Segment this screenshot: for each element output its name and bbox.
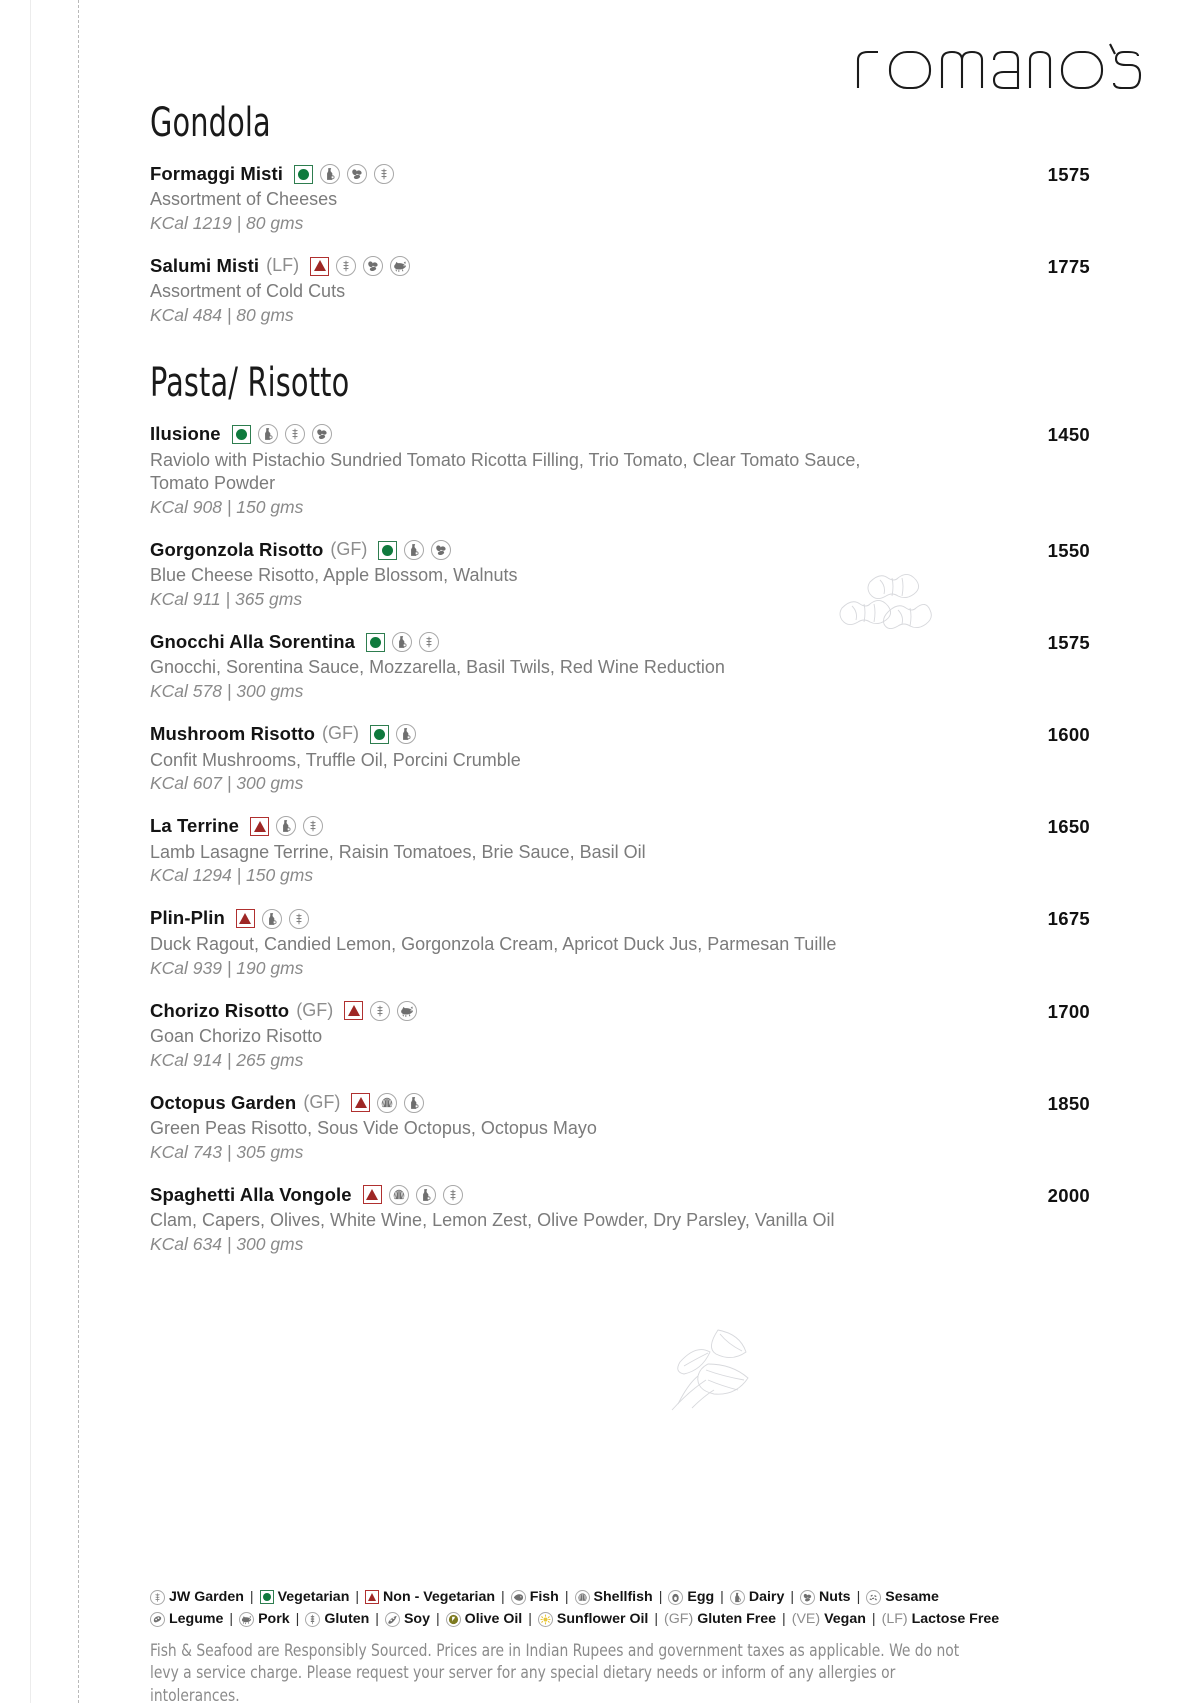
legend-separator: |	[375, 1611, 379, 1628]
menu-item-price: 1575	[1047, 632, 1090, 654]
menu-item-icons	[310, 256, 410, 276]
legend-label: Vegan	[824, 1611, 866, 1628]
jw-garden-icon	[419, 632, 439, 652]
menu-item-headline	[150, 1001, 1090, 1021]
menu-item-headline	[150, 632, 1090, 652]
non-vegetarian-mark-icon	[351, 1093, 370, 1112]
menu-item-icons	[294, 164, 394, 184]
menu-item-name: Spaghetti Alla Vongole	[150, 1183, 352, 1205]
dairy-icon	[730, 1590, 745, 1605]
section-title: Gondola	[150, 100, 271, 146]
non-vegetarian-mark-icon	[236, 909, 255, 928]
menu-item-name: Gorgonzola Risotto	[150, 539, 324, 561]
legend-label: Legume	[169, 1611, 224, 1628]
menu-item-name: Salumi Misti	[150, 255, 260, 277]
trim-edge-line	[30, 0, 31, 1703]
jw-garden-icon	[370, 1001, 390, 1021]
menu-item-headline	[150, 816, 1090, 836]
menu-item-icons	[351, 1093, 424, 1113]
menu-item[interactable]	[150, 1001, 1090, 1071]
menu-item-description: Clam, Capers, Olives, White Wine, Lemon Zest, Olive Powder, Dry Parsley, Vanilla Oil	[150, 1210, 835, 1231]
legend-item	[792, 1608, 866, 1630]
legend-label: Nuts	[819, 1589, 851, 1605]
legend-separator: |	[528, 1611, 532, 1628]
nuts-icon	[431, 540, 451, 560]
menu-item-description: Confit Mushrooms, Truffle Oil, Porcini Crumble	[150, 749, 521, 770]
menu-item-name: Mushroom Risotto	[150, 723, 316, 745]
menu-item-description: Blue Cheese Risotto, Apple Blossom, Walnuts	[150, 565, 518, 586]
menu-item-nutrition: KCal 908 | 150 gms	[150, 497, 304, 518]
legume-icon	[150, 1612, 165, 1627]
legend-separator: |	[564, 1589, 569, 1605]
vegetarian-mark-icon	[370, 725, 389, 744]
menu-item-icons	[363, 1185, 463, 1205]
legend-label: Soy	[403, 1611, 430, 1628]
menu-item[interactable]	[150, 1093, 1090, 1163]
legend-separator: |	[501, 1589, 505, 1605]
dairy-icon	[392, 632, 412, 652]
menu-item-icons	[232, 424, 332, 444]
vegetarian-mark-icon	[232, 425, 251, 444]
legend-item	[365, 1586, 495, 1608]
menu-item-name: La Terrine	[150, 815, 240, 837]
legend-separator: |	[295, 1611, 300, 1628]
legend-item	[730, 1586, 785, 1608]
olive-oil-icon	[446, 1612, 461, 1627]
menu-item-tag: (GF)	[330, 539, 368, 560]
section-title: Pasta/ Risotto	[150, 360, 350, 407]
menu-item-price: 1850	[1047, 1092, 1090, 1114]
menu-item-headline	[150, 256, 1090, 276]
menu-item-icons	[366, 632, 439, 652]
shellfish-icon	[575, 1590, 590, 1605]
brand-logo	[852, 38, 1142, 96]
legend-item	[239, 1608, 290, 1630]
egg-icon	[668, 1590, 683, 1605]
legend-item	[150, 1586, 244, 1608]
pork-icon	[397, 1001, 417, 1021]
menu-item-headline	[150, 908, 1090, 928]
dairy-icon	[276, 816, 296, 836]
legend-label: Sesame	[885, 1589, 939, 1605]
legend-label: Fish	[529, 1589, 559, 1605]
legend-label: Shellfish	[593, 1589, 653, 1605]
menu-footer	[150, 1586, 1050, 1703]
menu-item[interactable]	[150, 816, 1090, 886]
menu-item-price: 1700	[1047, 1000, 1090, 1022]
legend-item	[800, 1586, 851, 1608]
disclaimer-text: Fish & Seafood are Responsibly Sourced. Prices are in Indian Rupees and government taxes as applicable. We do not levy a service charge. Please request your server for any special dietary needs or inform of any allergies or intolerances.	[150, 1640, 960, 1703]
menu-item-headline	[150, 164, 1090, 184]
legend-label: Vegetarian	[277, 1589, 350, 1605]
menu-item-headline	[150, 724, 1090, 744]
nuts-icon	[363, 256, 383, 276]
legend-row-2	[150, 1608, 1050, 1630]
menu-item-name: Octopus Garden	[150, 1091, 297, 1113]
jw-garden-icon	[289, 909, 309, 929]
menu-item[interactable]	[150, 424, 1090, 518]
legend-label: Olive Oil	[464, 1611, 523, 1628]
legend-item	[260, 1586, 350, 1608]
menu-item-description: Duck Ragout, Candied Lemon, Gorgonzola Cream, Apricot Duck Jus, Parmesan Tuille	[150, 933, 837, 954]
menu-item-nutrition: KCal 607 | 300 gms	[150, 773, 304, 794]
jw-garden-icon	[336, 256, 356, 276]
menu-item-price: 1775	[1047, 256, 1090, 278]
menu-item-description: Lamb Lasagne Terrine, Raisin Tomatoes, Brie Sauce, Basil Oil	[150, 841, 646, 862]
legend-separator: |	[435, 1611, 440, 1628]
menu-item[interactable]	[150, 1185, 1090, 1255]
menu-item-price: 1650	[1047, 816, 1090, 838]
legend-item	[385, 1608, 430, 1630]
menu-item-tag: (LF)	[266, 255, 300, 276]
legend-separator: |	[249, 1589, 254, 1605]
menu-item-name: Gnocchi Alla Sorentina	[150, 631, 356, 653]
legend-label: Dairy	[748, 1589, 785, 1605]
menu-item-headline	[150, 1185, 1090, 1205]
nuts-icon	[312, 424, 332, 444]
menu-item-tag: (GF)	[296, 999, 334, 1020]
legend-item	[538, 1608, 648, 1630]
trim-dashed-line	[78, 0, 79, 1703]
non-vegetarian-mark-icon	[344, 1001, 363, 1020]
legend-code: (VE)	[791, 1611, 821, 1628]
legend-label: Lactose Free	[911, 1611, 1000, 1628]
non-vegetarian-mark-icon	[250, 817, 269, 836]
menu-item[interactable]	[150, 908, 1090, 978]
legend-separator: |	[790, 1589, 795, 1605]
menu-item[interactable]	[150, 164, 1090, 234]
legend-separator: |	[782, 1611, 786, 1628]
legend-item	[882, 1608, 1000, 1630]
menu-item-description: Green Peas Risotto, Sous Vide Octopus, Octopus Mayo	[150, 1117, 597, 1138]
menu-item[interactable]	[150, 724, 1090, 794]
menu-item-name: Plin-Plin	[150, 907, 225, 929]
menu-item-nutrition: KCal 578 | 300 gms	[150, 681, 304, 702]
menu-item-price: 1600	[1047, 724, 1090, 746]
legend-separator: |	[871, 1611, 876, 1628]
nuts-icon	[347, 164, 367, 184]
legend-separator: |	[856, 1589, 861, 1605]
dairy-icon	[258, 424, 278, 444]
shellfish-icon	[389, 1185, 409, 1205]
legend-separator: |	[654, 1611, 659, 1628]
legend-code: (GF)	[664, 1611, 694, 1628]
legend-separator: |	[229, 1611, 234, 1628]
jw-garden-icon	[443, 1185, 463, 1205]
sesame-icon	[866, 1590, 881, 1605]
legend-separator: |	[658, 1589, 663, 1605]
menu-item[interactable]	[150, 256, 1090, 326]
legend-row-1	[150, 1586, 1050, 1608]
pork-icon	[239, 1612, 254, 1627]
menu-item[interactable]	[150, 540, 1090, 610]
nuts-icon	[800, 1590, 815, 1605]
menu-item-headline	[150, 1093, 1090, 1113]
legend-item	[446, 1608, 523, 1630]
legend-item	[668, 1586, 714, 1608]
legend-label: Gluten	[324, 1611, 370, 1628]
menu-item-tag: (GF)	[322, 723, 359, 744]
menu-item-nutrition: KCal 1294 | 150 gms	[150, 865, 314, 886]
dairy-icon	[262, 909, 282, 929]
menu-item-description: Gnocchi, Sorentina Sauce, Mozzarella, Basil Twils, Red Wine Reduction	[150, 657, 725, 678]
menu-item-icons	[370, 724, 416, 744]
menu-item-description: Raviolo with Pistachio Sundried Tomato Ricotta Filling, Trio Tomato, Clear Tomato Sauce, Tomato Powder	[150, 449, 861, 494]
shellfish-icon	[377, 1093, 397, 1113]
pork-icon	[390, 256, 410, 276]
gluten-icon	[305, 1612, 320, 1627]
menu-item-description: Assortment of Cheeses	[150, 189, 338, 210]
legend-separator: |	[355, 1589, 360, 1605]
legend-label: Non - Vegetarian	[383, 1589, 495, 1605]
jw-garden-icon	[303, 816, 323, 836]
legend-item	[305, 1608, 369, 1630]
menu-item-nutrition: KCal 914 | 265 gms	[150, 1049, 304, 1070]
vegetarian-mark-icon	[294, 165, 313, 184]
menu-item-description: Assortment of Cold Cuts	[150, 281, 346, 302]
menu-item-nutrition: KCal 634 | 300 gms	[150, 1233, 304, 1254]
menu-item-name: Chorizo Risotto	[150, 999, 290, 1021]
menu-item-icons	[250, 816, 323, 836]
menu-item-price: 1575	[1047, 164, 1090, 185]
menu-item-name: Formaggi Misti	[150, 163, 283, 184]
menu-content	[150, 100, 1090, 1277]
menu-item-icons	[236, 909, 309, 929]
legend-label: Pork	[258, 1611, 290, 1628]
vegetarian-mark-icon	[366, 633, 385, 652]
leaf-sketch-icon	[662, 1318, 766, 1416]
soy-icon	[385, 1612, 400, 1627]
menu-item-icons	[344, 1001, 417, 1021]
legend-label: Egg	[687, 1589, 715, 1605]
jw-garden-icon	[285, 424, 305, 444]
menu-item-name: Ilusione	[150, 423, 221, 445]
dairy-icon	[404, 1093, 424, 1113]
dairy-icon	[320, 164, 340, 184]
menu-item-nutrition: KCal 911 | 365 gms	[150, 589, 303, 610]
jw-garden-icon	[150, 1590, 165, 1605]
menu-item[interactable]	[150, 632, 1090, 702]
menu-item-nutrition: KCal 939 | 190 gms	[150, 957, 304, 978]
jw-garden-icon	[374, 164, 394, 184]
fish-icon	[511, 1590, 526, 1605]
vegetarian-mark-icon	[378, 541, 397, 560]
menu-item-price: 1675	[1047, 908, 1090, 930]
menu-item-headline	[150, 540, 1090, 560]
menu-item-headline	[150, 424, 1090, 444]
vegetarian-mark-icon	[260, 1590, 274, 1604]
legend-item	[511, 1586, 559, 1608]
non-vegetarian-mark-icon	[310, 257, 329, 276]
sunflower-oil-icon	[538, 1612, 553, 1627]
menu-item-nutrition: KCal 743 | 305 gms	[150, 1141, 304, 1162]
dairy-icon	[416, 1185, 436, 1205]
non-vegetarian-mark-icon	[363, 1185, 382, 1204]
menu-item-icons	[378, 540, 451, 560]
dairy-icon	[404, 540, 424, 560]
menu-item-tag: (GF)	[303, 1091, 341, 1112]
menu-item-nutrition: KCal 1219 | 80 gms	[150, 213, 304, 234]
legend-separator: |	[720, 1589, 724, 1605]
menu-item-price: 2000	[1047, 1184, 1090, 1206]
legend-item	[575, 1586, 653, 1608]
menu-item-price: 1450	[1047, 424, 1090, 446]
legend-item	[664, 1608, 776, 1630]
menu-item-description: Goan Chorizo Risotto	[150, 1025, 323, 1046]
menu-item-price: 1550	[1047, 540, 1090, 562]
legend-item	[866, 1586, 939, 1608]
legend-item	[150, 1608, 223, 1630]
menu-item-nutrition: KCal 484 | 80 gms	[150, 305, 294, 326]
legend-code: (LF)	[881, 1611, 908, 1628]
legend-label: JW Garden	[169, 1589, 244, 1605]
dairy-icon	[396, 724, 416, 744]
non-vegetarian-mark-icon	[365, 1590, 379, 1604]
legend-label: Gluten Free	[697, 1611, 777, 1628]
legend-label: Sunflower Oil	[556, 1611, 649, 1628]
